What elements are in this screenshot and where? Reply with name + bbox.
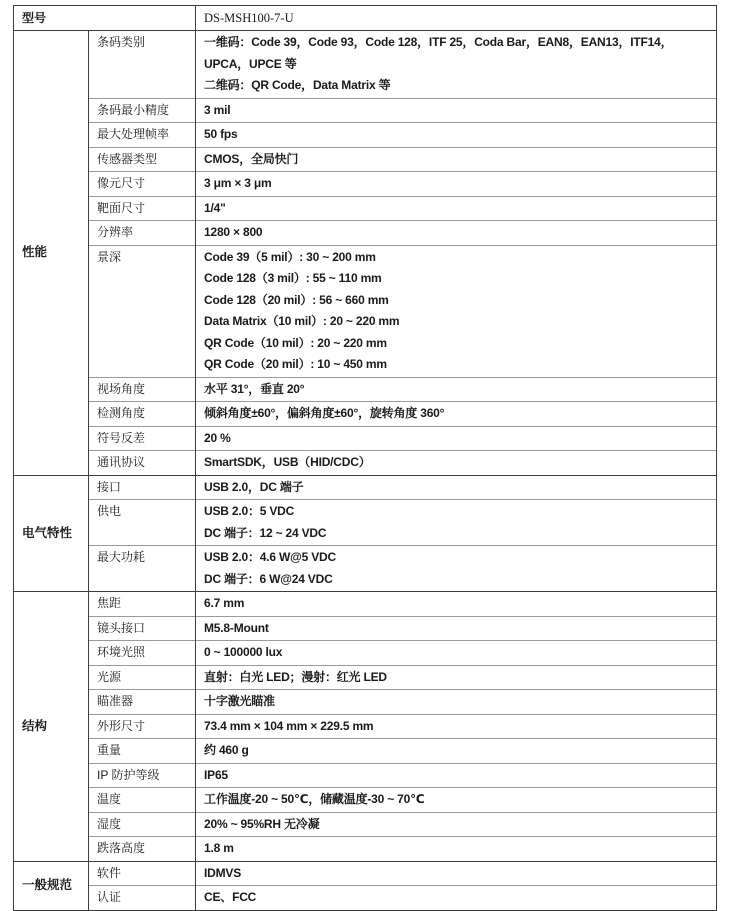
spec-value-line: Code 128（20 mil）: 56 ~ 660 mm xyxy=(204,292,389,307)
spec-label-cell: 通讯协议 xyxy=(89,451,196,476)
spec-value-line: 工作温度-20 ~ 50℃，储藏温度-30 ~ 70℃ xyxy=(204,792,425,806)
spec-value-line: Code 128（3 mil）: 55 ~ 110 mm xyxy=(204,271,382,285)
spec-value-line: M5.8-Mount xyxy=(204,620,269,635)
spec-label-cell: 软件 xyxy=(89,861,196,886)
spec-row xyxy=(14,31,717,99)
spec-value-cell xyxy=(196,221,717,246)
spec-value-line: SmartSDK，USB（HID/CDC） xyxy=(204,455,371,469)
spec-label-cell: 瞄准器 xyxy=(89,690,196,715)
spec-row xyxy=(14,690,717,715)
spec-value-cell xyxy=(196,665,717,690)
spec-value-cell xyxy=(196,196,717,221)
spec-label-cell: 像元尺寸 xyxy=(89,172,196,197)
spec-value-cell xyxy=(196,616,717,641)
spec-row xyxy=(14,172,717,197)
spec-label-cell: 条码最小精度 xyxy=(89,98,196,123)
spec-value-cell xyxy=(196,426,717,451)
spec-value-line: 一维码：Code 39，Code 93，Code 128，ITF 25，Coda Bar，EAN8，EAN13，ITF14，UPCA，UPCE 等 xyxy=(204,35,673,71)
spec-row xyxy=(14,221,717,246)
spec-value-cell xyxy=(196,546,717,592)
category-cell: 结构 xyxy=(14,592,89,862)
spec-label-cell: 靶面尺寸 xyxy=(89,196,196,221)
spec-row xyxy=(14,147,717,172)
spec-value-line: 73.4 mm × 104 mm × 229.5 mm xyxy=(204,718,374,733)
spec-label-cell: 最大功耗 xyxy=(89,546,196,592)
spec-value-cell xyxy=(196,98,717,123)
spec-row xyxy=(14,616,717,641)
spec-value-line: 倾斜角度±60°，偏斜角度±60°，旋转角度 360° xyxy=(204,406,445,420)
spec-value-cell xyxy=(196,451,717,476)
spec-value-cell xyxy=(196,837,717,862)
spec-value-cell xyxy=(196,172,717,197)
spec-label-cell: 景深 xyxy=(89,245,196,377)
spec-value-line: 20% ~ 95%RH 无冷凝 xyxy=(204,816,320,831)
spec-value-line: 1.8 m xyxy=(204,841,234,855)
spec-value-cell xyxy=(196,245,717,377)
spec-value-cell xyxy=(196,377,717,402)
spec-label-cell: 跌落高度 xyxy=(89,837,196,862)
spec-label-cell: 供电 xyxy=(89,500,196,546)
spec-value-line: 水平 31°，垂直 20° xyxy=(204,381,305,396)
spec-value-line: 二维码：QR Code，Data Matrix 等 xyxy=(204,78,391,92)
spec-label-cell: 光源 xyxy=(89,665,196,690)
spec-label-cell: 条码类别 xyxy=(89,31,196,99)
spec-value-cell xyxy=(196,123,717,148)
spec-value-line: QR Code（10 mil）: 20 ~ 220 mm xyxy=(204,335,387,350)
spec-value-cell xyxy=(196,147,717,172)
spec-value-line: 约 460 g xyxy=(204,743,249,757)
spec-row xyxy=(14,500,717,546)
spec-value-line: Code 39（5 mil）: 30 ~ 200 mm xyxy=(204,249,376,264)
spec-value-cell xyxy=(196,714,717,739)
spec-value-cell xyxy=(196,31,717,99)
spec-value-line: Data Matrix（10 mil）: 20 ~ 220 mm xyxy=(204,314,400,328)
spec-label-cell: 分辨率 xyxy=(89,221,196,246)
spec-value-line: QR Code（20 mil）: 10 ~ 450 mm xyxy=(204,357,387,371)
spec-label-cell: 认证 xyxy=(89,886,196,911)
spec-label-cell: 检测角度 xyxy=(89,402,196,427)
spec-value-cell xyxy=(196,763,717,788)
spec-row xyxy=(14,763,717,788)
spec-value-line: 6.7 mm xyxy=(204,596,245,610)
spec-row xyxy=(14,714,717,739)
model-row xyxy=(14,6,717,31)
model-label: 型号 xyxy=(14,6,196,31)
spec-row xyxy=(14,861,717,886)
spec-value-line: IP65 xyxy=(204,767,228,782)
spec-label-cell: 环境光照 xyxy=(89,641,196,666)
category-cell: 性能 xyxy=(14,31,89,476)
spec-row xyxy=(14,739,717,764)
spec-label-cell: IP 防护等级 xyxy=(89,763,196,788)
spec-label-cell: 外形尺寸 xyxy=(89,714,196,739)
spec-row xyxy=(14,592,717,617)
spec-value-line: USB 2.0：4.6 W@5 VDC xyxy=(204,550,336,564)
spec-value-line: DC 端子：6 W@24 VDC xyxy=(204,571,333,586)
spec-row xyxy=(14,451,717,476)
spec-label-cell: 温度 xyxy=(89,788,196,813)
spec-label-cell: 接口 xyxy=(89,475,196,500)
spec-label-cell: 镜头接口 xyxy=(89,616,196,641)
spec-row xyxy=(14,475,717,500)
spec-row xyxy=(14,98,717,123)
category-cell: 电气特性 xyxy=(14,475,89,592)
spec-label-cell: 最大处理帧率 xyxy=(89,123,196,148)
spec-value-line: USB 2.0，DC 端子 xyxy=(204,479,304,494)
spec-value-line: 0 ~ 100000 lux xyxy=(204,645,283,659)
spec-value-line: 20 % xyxy=(204,430,231,445)
spec-label-cell: 视场角度 xyxy=(89,377,196,402)
spec-value-line: 1/4" xyxy=(204,200,226,215)
spec-value-line: 1280 × 800 xyxy=(204,225,263,239)
spec-value-line: USB 2.0：5 VDC xyxy=(204,504,295,518)
spec-value-cell xyxy=(196,690,717,715)
spec-value-cell xyxy=(196,641,717,666)
spec-label-cell: 湿度 xyxy=(89,812,196,837)
spec-value-line: 十字激光瞄准 xyxy=(204,694,275,708)
spec-value-line: IDMVS xyxy=(204,865,242,880)
spec-row xyxy=(14,402,717,427)
spec-row xyxy=(14,788,717,813)
spec-value-cell xyxy=(196,592,717,617)
spec-value-line: 3 mil xyxy=(204,102,231,117)
spec-value-cell xyxy=(196,861,717,886)
spec-value-line: DC 端子：12 ~ 24 VDC xyxy=(204,525,327,540)
spec-table xyxy=(13,5,717,911)
spec-value-cell xyxy=(196,739,717,764)
spec-label-cell: 传感器类型 xyxy=(89,147,196,172)
spec-table-body xyxy=(14,6,717,911)
spec-value-line: 50 fps xyxy=(204,127,238,141)
spec-value-line: CMOS，全局快门 xyxy=(204,151,299,166)
spec-value-cell xyxy=(196,788,717,813)
spec-value-cell xyxy=(196,475,717,500)
spec-row xyxy=(14,641,717,666)
spec-row xyxy=(14,886,717,911)
spec-row xyxy=(14,377,717,402)
spec-value-cell xyxy=(196,812,717,837)
spec-value-line: 3 μm × 3 μm xyxy=(204,176,272,190)
spec-label-cell: 重量 xyxy=(89,739,196,764)
spec-row xyxy=(14,546,717,592)
category-cell: 一般规范 xyxy=(14,861,89,910)
spec-label-cell: 焦距 xyxy=(89,592,196,617)
spec-value-line: CE、FCC xyxy=(204,890,257,904)
spec-row xyxy=(14,196,717,221)
model-value: DS-MSH100-7-U xyxy=(196,6,717,31)
spec-value-cell xyxy=(196,402,717,427)
spec-value-cell xyxy=(196,500,717,546)
spec-row xyxy=(14,837,717,862)
spec-row xyxy=(14,665,717,690)
spec-label-cell: 符号反差 xyxy=(89,426,196,451)
spec-row xyxy=(14,812,717,837)
spec-value-line: 直射：白光 LED；漫射：红光 LED xyxy=(204,669,387,684)
spec-row xyxy=(14,245,717,377)
spec-value-cell xyxy=(196,886,717,911)
spec-row xyxy=(14,426,717,451)
spec-row xyxy=(14,123,717,148)
